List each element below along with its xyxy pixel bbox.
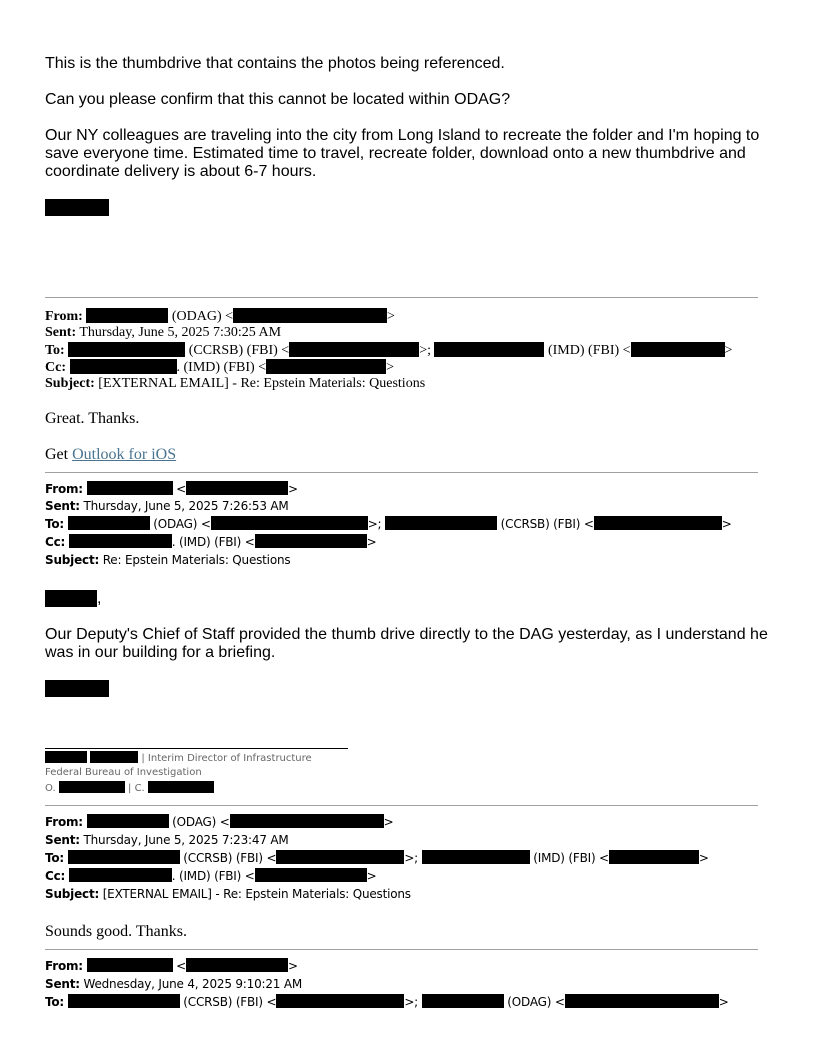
bracket: < — [176, 959, 187, 973]
redaction — [434, 342, 544, 357]
separator: >; — [419, 343, 431, 358]
bracket: > — [387, 309, 395, 324]
bracket: > — [721, 517, 732, 531]
email2-from-line — [45, 481, 298, 498]
cc-org: . (IMD) (FBI) < — [171, 535, 255, 549]
bracket: > — [718, 995, 729, 1009]
to-org-a: (CCRSB) (FBI) < — [183, 995, 277, 1009]
redaction — [86, 308, 168, 323]
redaction — [45, 590, 97, 607]
redaction — [69, 534, 172, 548]
office-label: O. — [45, 783, 56, 794]
email4-from-line — [45, 958, 298, 975]
to-org-a: (CCRSB) (FBI) < — [183, 851, 277, 865]
email1-body: Great. Thanks. — [45, 410, 140, 427]
sent-date: Thursday, June 5, 2025 7:26:53 AM — [83, 499, 289, 513]
redaction — [59, 781, 125, 793]
to-org-a: (ODAG) < — [153, 517, 211, 531]
email2-body-line-1: Our Deputy's Chief of Staff provided the thumb drive directly to the DAG yesterday, as I understand he — [45, 626, 768, 643]
redaction — [87, 814, 169, 828]
email1-to-line — [45, 342, 732, 359]
intro-line-1: This is the thumbdrive that contains the photos being referenced. — [45, 55, 505, 72]
email1-cc-line — [45, 359, 394, 376]
bracket: > — [698, 851, 709, 865]
redaction — [276, 850, 404, 864]
bracket: > — [386, 360, 394, 375]
subject-label: Subject: — [45, 376, 95, 391]
email3-subject-line — [45, 886, 411, 903]
outlook-ios-link[interactable]: Outlook for iOS — [72, 446, 177, 463]
bracket: < — [176, 482, 187, 496]
divider — [45, 805, 758, 806]
cell-label: | C. — [128, 783, 145, 794]
intro-line-3a: Our NY colleagues are traveling into the city from Long Island to recreate the folder and I'm hoping to — [45, 127, 760, 144]
footer-prefix: Get — [45, 446, 73, 463]
bracket: > — [288, 959, 298, 973]
email1-sent-line — [45, 325, 281, 341]
from-label: From: — [45, 959, 83, 973]
bracket: > — [288, 482, 298, 496]
redaction — [255, 868, 367, 882]
email2-cc-line — [45, 534, 376, 551]
subject-text: [EXTERNAL EMAIL] - Re: Epstein Materials: Questions — [98, 376, 426, 391]
redaction — [289, 342, 419, 357]
redaction — [230, 814, 384, 828]
to-label: To: — [45, 517, 65, 531]
from-org: (ODAG) < — [172, 815, 230, 829]
sent-label: Sent: — [45, 325, 77, 340]
redaction — [90, 751, 138, 763]
email2-greeting — [45, 590, 101, 608]
subject-label: Subject: — [45, 553, 100, 567]
from-label: From: — [45, 482, 83, 496]
to-org-b: (IMD) (FBI) < — [533, 851, 609, 865]
sent-label: Sent: — [45, 833, 80, 847]
sent-date: Thursday, June 5, 2025 7:23:47 AM — [83, 833, 289, 847]
redacted-signature — [45, 680, 109, 697]
divider — [45, 297, 758, 298]
email2-body-line-2: was in our building for a briefing. — [45, 644, 276, 661]
email1-from-line — [45, 308, 395, 325]
bracket: > — [724, 343, 733, 358]
separator: >; — [404, 995, 419, 1009]
signature-org: Federal Bureau of Investigation — [45, 767, 202, 778]
from-label: From: — [45, 815, 83, 829]
redaction — [255, 534, 367, 548]
to-org-a: (CCRSB) (FBI) < — [188, 343, 290, 358]
redaction — [631, 342, 725, 357]
subject-text: [EXTERNAL EMAIL] - Re: Epstein Materials: Questions — [102, 887, 411, 901]
redaction — [68, 994, 180, 1008]
redaction — [233, 308, 387, 323]
bracket: > — [366, 535, 377, 549]
email3-body: Sounds good. Thanks. — [45, 923, 187, 940]
cc-label: Cc: — [45, 360, 66, 375]
redaction — [266, 359, 386, 374]
redaction — [385, 516, 497, 530]
redaction — [70, 359, 177, 374]
redaction — [186, 958, 288, 972]
redaction — [68, 516, 150, 530]
to-label: To: — [45, 343, 65, 358]
from-org: (ODAG) < — [171, 309, 234, 324]
redaction — [87, 958, 173, 972]
redaction — [276, 994, 404, 1008]
cc-label: Cc: — [45, 535, 66, 549]
redaction — [87, 481, 173, 495]
redaction — [422, 994, 504, 1008]
greeting-comma: , — [97, 590, 102, 607]
to-label: To: — [45, 995, 65, 1009]
bracket: > — [383, 815, 394, 829]
redaction — [609, 850, 699, 864]
redaction — [68, 342, 185, 357]
sent-date: Wednesday, June 4, 2025 9:10:21 AM — [83, 977, 303, 991]
intro-line-3c: coordinate delivery is about 6-7 hours. — [45, 163, 317, 180]
redaction — [594, 516, 722, 530]
sent-label: Sent: — [45, 977, 80, 991]
to-org-b: (IMD) (FBI) < — [547, 343, 631, 358]
signature-phone-line — [45, 781, 214, 796]
email3-cc-line — [45, 868, 376, 885]
email2-sent-line — [45, 498, 289, 515]
separator: >; — [404, 851, 419, 865]
email3-to-line — [45, 850, 709, 867]
from-label: From: — [45, 309, 83, 324]
redaction — [68, 850, 180, 864]
divider — [45, 949, 758, 950]
email2-to-line — [45, 516, 732, 533]
subject-label: Subject: — [45, 887, 100, 901]
sent-date: Thursday, June 5, 2025 7:30:25 AM — [79, 325, 282, 340]
cc-org: . (IMD) (FBI) < — [176, 360, 267, 375]
signature-title: | Interim Director of Infrastructure — [141, 753, 312, 764]
cc-label: Cc: — [45, 869, 66, 883]
intro-line-2: Can you please confirm that this cannot be located within ODAG? — [45, 91, 511, 108]
redaction — [69, 868, 172, 882]
redacted-signature — [45, 199, 109, 216]
sent-label: Sent: — [45, 499, 80, 513]
email1-footer — [45, 446, 176, 464]
bracket: > — [366, 869, 377, 883]
email1-subject-line — [45, 376, 425, 392]
email2-subject-line — [45, 552, 290, 569]
redaction — [211, 516, 368, 530]
intro-line-3b: save everyone time. Estimated time to travel, recreate folder, download onto a new thumbdrive and — [45, 145, 746, 162]
signature-rule — [45, 748, 348, 749]
to-org-b: (CCRSB) (FBI) < — [500, 517, 594, 531]
separator: >; — [367, 517, 382, 531]
cc-org: . (IMD) (FBI) < — [171, 869, 255, 883]
signature-title-line — [45, 751, 312, 766]
subject-text: Re: Epstein Materials: Questions — [102, 553, 291, 567]
email4-to-line — [45, 994, 729, 1011]
email4-sent-line — [45, 976, 302, 993]
email3-sent-line — [45, 832, 289, 849]
redaction — [422, 850, 530, 864]
redaction — [45, 751, 87, 763]
redaction — [186, 481, 288, 495]
redaction — [148, 781, 214, 793]
divider — [45, 472, 758, 473]
email3-from-line — [45, 814, 393, 831]
to-label: To: — [45, 851, 65, 865]
redaction — [565, 994, 719, 1008]
to-org-b: (ODAG) < — [507, 995, 565, 1009]
